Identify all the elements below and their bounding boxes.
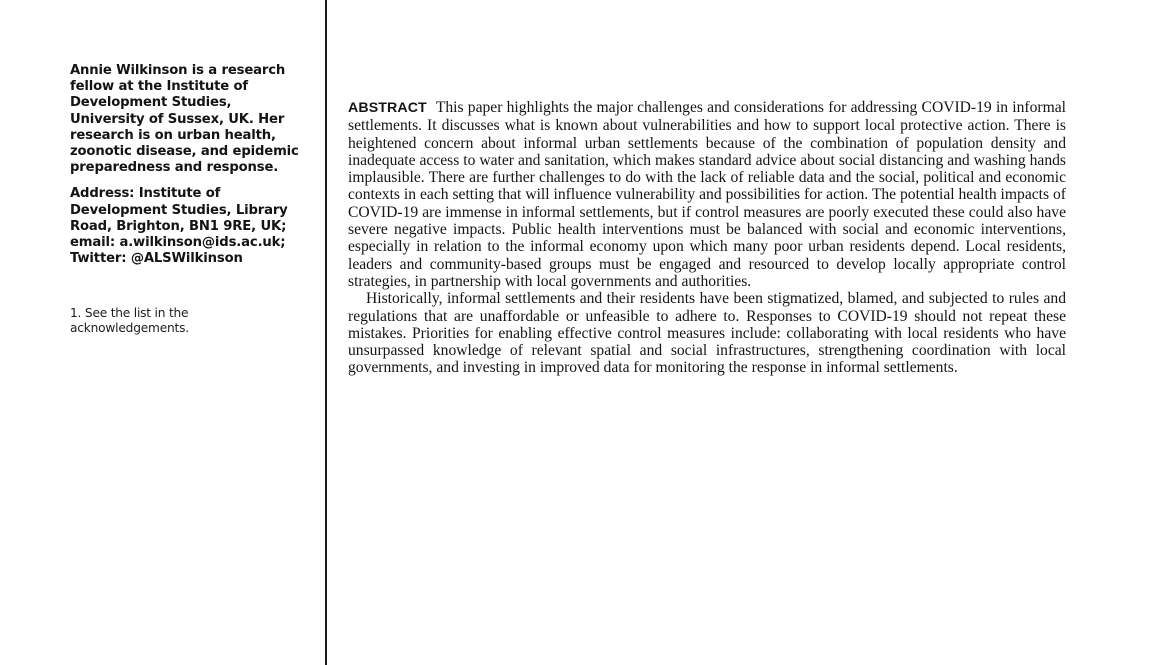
abstract-paragraph-1 [348,99,1066,290]
author-address: Address: Institute of Development Studies, Library Road, Brighton, BN1 9RE, UK; email: a.wilkinson@ids.ac.uk; Twitter: @ALSWilkinson [70,186,288,267]
abstract-paragraph-1-text: This paper highlights the major challenges and considerations for addressing COVID-19 in informal settlements. It discusses what is known about vulnerabilities and how to support local protective action. There is heightened concern about informal urban settlements because of the combination of population density and inadequate access to water and sanitation, which makes standard advice about social distancing and washing hands implausible. There are further challenges to do with the lack of reliable data and the social, political and economic contexts in each setting that will influence vulnerability and possibilities for action. The potential health impacts of COVID-19 are immense in informal settlements, but if control measures are poorly executed these could also have severe negative impacts. Public health interventions must be balanced with social and economic interventions, especially in relation to the informal economy upon which many poor urban residents depend. Local residents, leaders and community-based groups must be engaged and resourced to develop locally appropriate control strategies, in partnership with local governments and authorities. [348,99,1066,290]
abstract-label: ABSTRACT [348,100,427,116]
column-divider [325,0,327,665]
author-sidebar [70,63,308,336]
abstract-paragraph-2: Historically, informal settlements and their residents have been stigmatized, blamed, and subjected to rules and regulations that are unaffordable or unfeasible to adhere to. Responses to COVID-19 should not repeat these mistakes. Priorities for enabling effective control measures include: collaborating with local residents who have unsurpassed knowledge of relevant spatial and social infrastructures, strengthening coordination with local governments, and investing in improved data for monitoring the response in informal settlements. [348,290,1066,377]
abstract-section [348,99,1066,377]
author-bio: Annie Wilkinson is a research fellow at the Institute of Development Studies, University of Sussex, UK. Her research is on urban health, zoonotic disease, and epidemic preparedness and response. [70,63,299,176]
footnote: 1. See the list in the acknowledgements. [70,306,189,336]
